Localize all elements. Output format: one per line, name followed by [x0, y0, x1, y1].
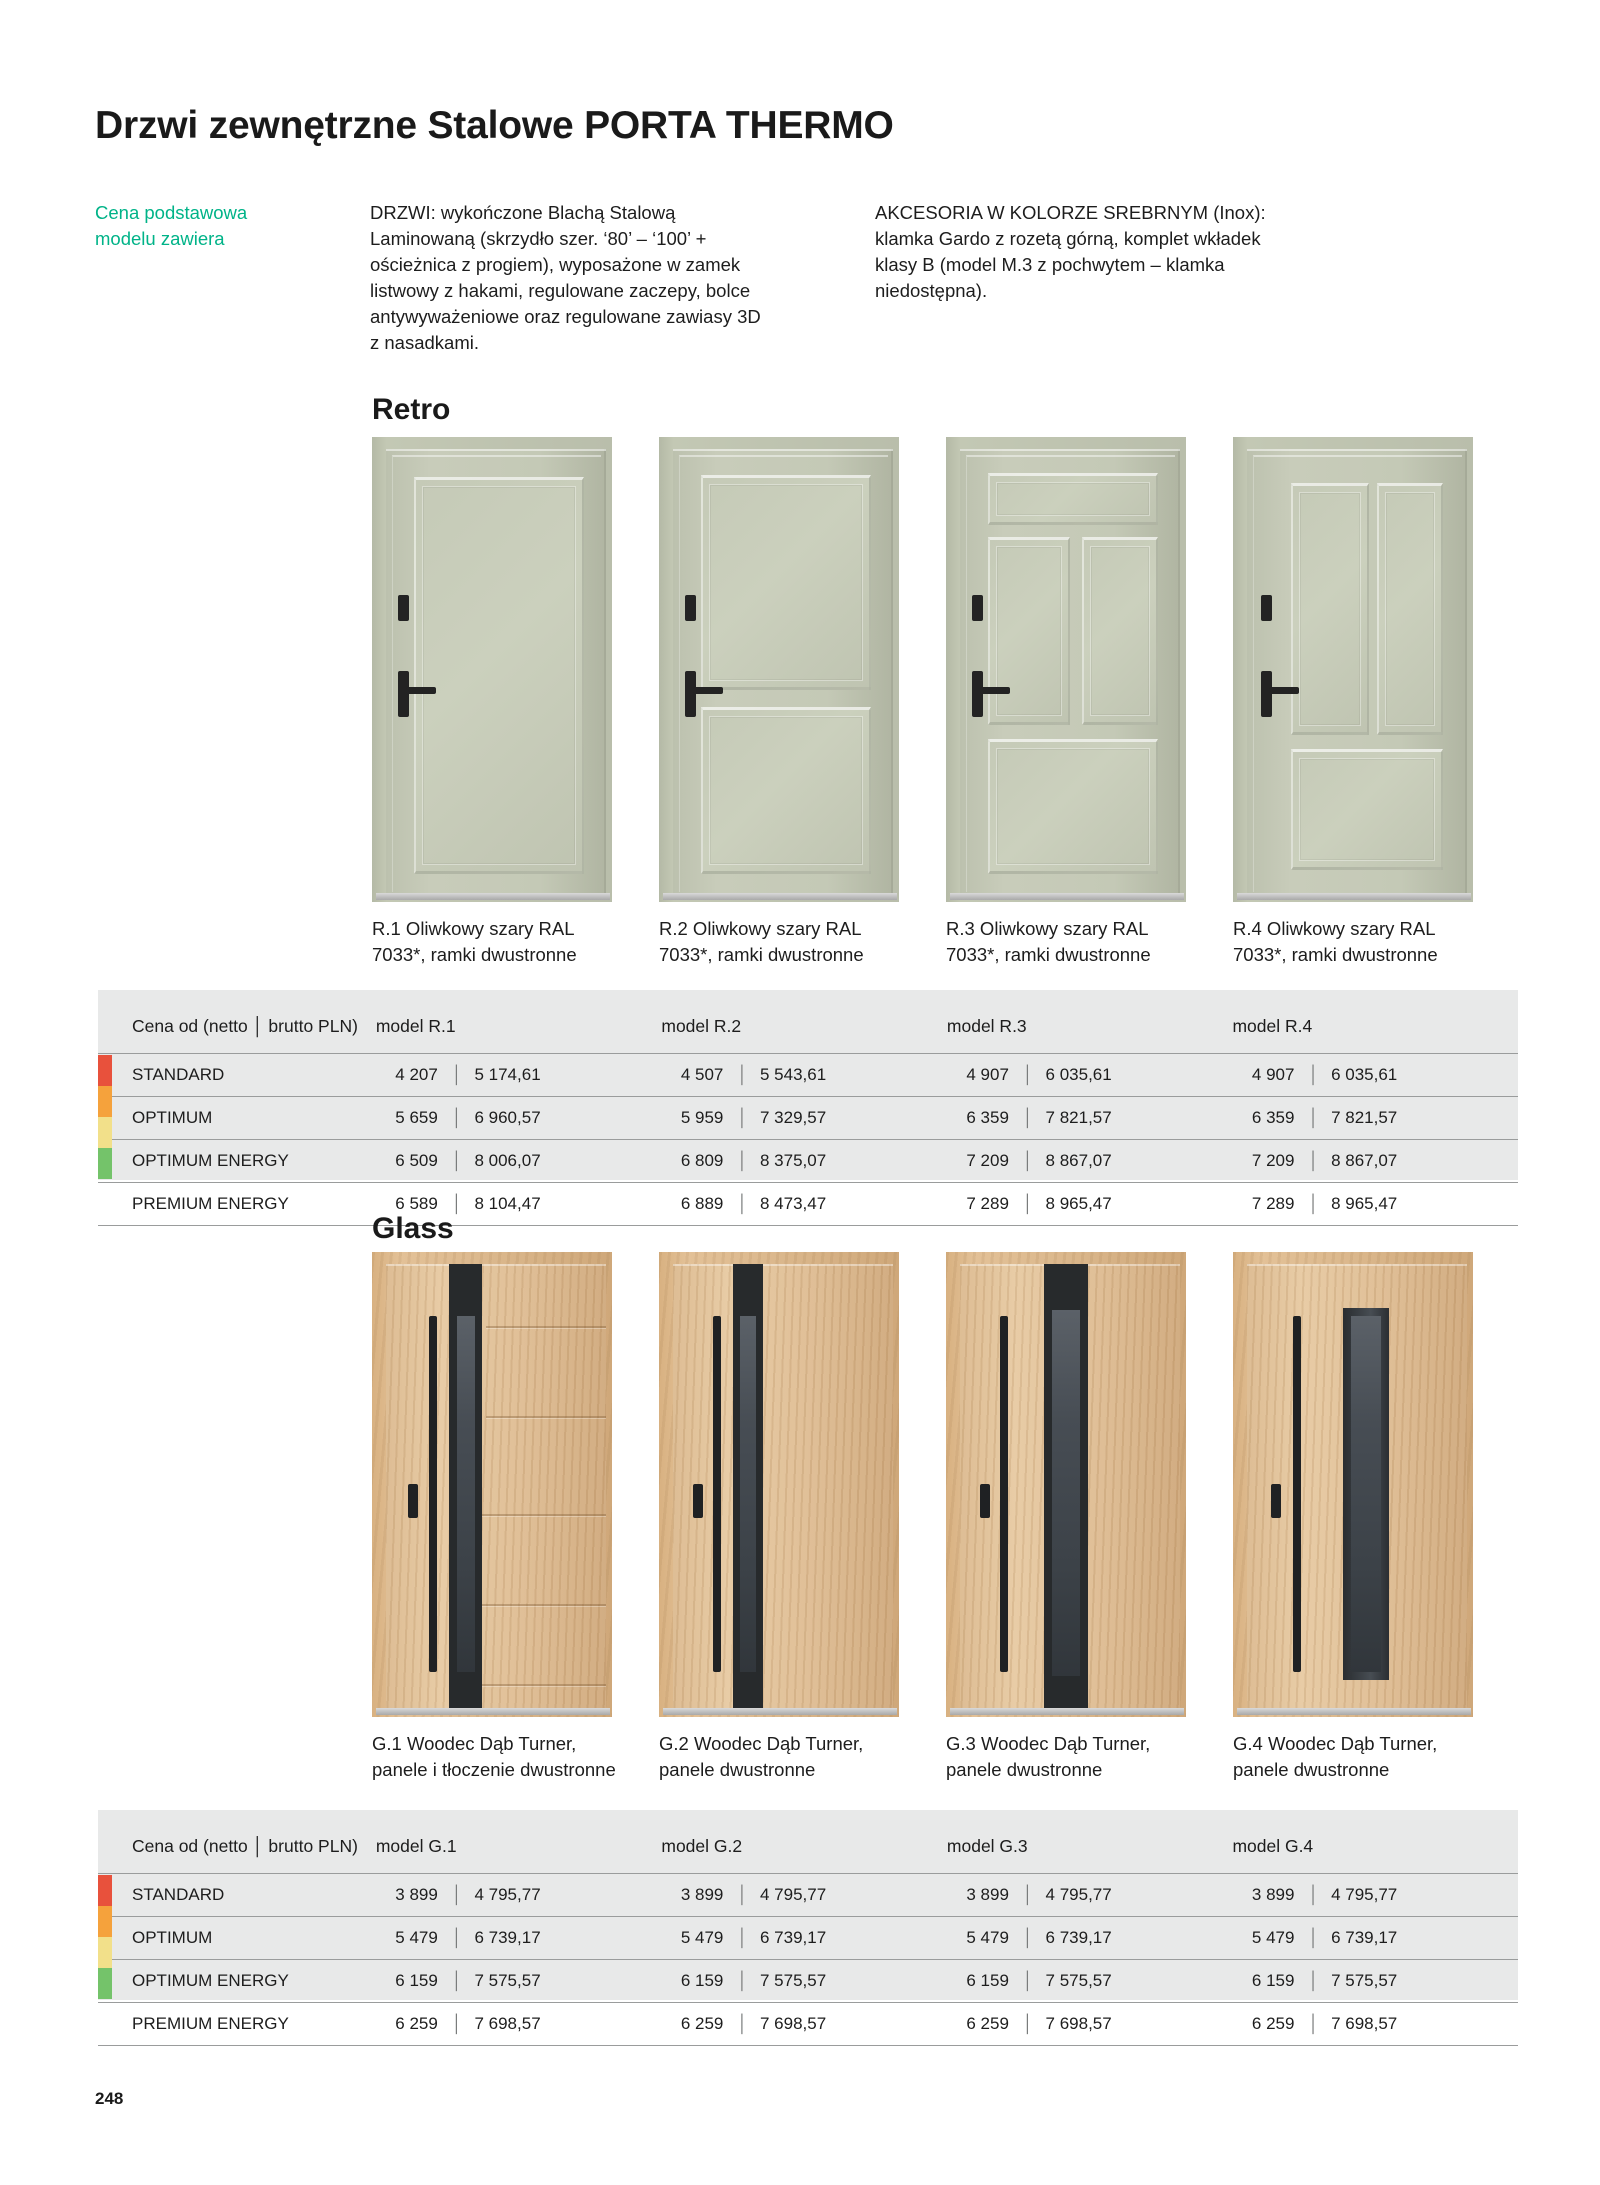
price-netto: 5 479: [966, 1928, 1009, 1947]
price-cell: [947, 1183, 1233, 1226]
price-brutto: 7 698,57: [474, 2014, 541, 2033]
price-brutto: 8 965,47: [1331, 1194, 1398, 1213]
price-netto: 5 959: [680, 1108, 724, 1127]
price-netto: 6 259: [680, 2014, 724, 2033]
price-brutto: 6 739,17: [474, 1928, 541, 1947]
price-netto: 7 209: [966, 1151, 1009, 1170]
price-brutto: 6 960,57: [474, 1108, 541, 1127]
header-model-g3: model G.3: [946, 1836, 1028, 1856]
price-brutto: 6 035,61: [1331, 1065, 1398, 1084]
tier-color-standard: [98, 1875, 112, 1906]
price-separator: │: [737, 1194, 748, 1213]
price-brutto: 6 739,17: [1045, 1928, 1112, 1947]
price-separator: │: [1022, 1194, 1034, 1213]
intro-label-line-2: modelu zawiera: [95, 228, 225, 249]
header-model-r4: model R.4: [1232, 1016, 1313, 1036]
price-brutto: 7 575,57: [1331, 1971, 1398, 1990]
door-caption-g2: G.2 Woodec Dąb Turner, panele dwustronne: [659, 1733, 864, 1780]
table-row: [98, 1960, 1518, 2003]
price-brutto: 8 867,07: [1331, 1151, 1398, 1170]
door-cell-g1: [372, 1252, 659, 1783]
price-cell: [376, 1140, 662, 1183]
price-brutto: 4 795,77: [1045, 1885, 1112, 1904]
price-separator: │: [451, 1885, 463, 1904]
door-cell-g2: [659, 1252, 946, 1783]
price-separator: │: [1308, 1971, 1320, 1990]
door-image-g3: [946, 1252, 1186, 1717]
header-model-g2: model G.2: [661, 1836, 743, 1856]
table-header-row: [98, 1016, 1518, 1054]
price-table-glass: [98, 1810, 1518, 2033]
price-brutto: 7 575,57: [474, 1971, 541, 1990]
tier-label-standard: STANDARD: [98, 1054, 376, 1097]
price-brutto: 4 795,77: [474, 1885, 541, 1904]
header-model-g4: model G.4: [1232, 1836, 1314, 1856]
price-netto: 6 889: [680, 1194, 724, 1213]
price-netto: 5 479: [1251, 1928, 1295, 1947]
door-caption-r4: R.4 Oliwkowy szary RAL 7033*, ramki dwustronne: [1233, 918, 1438, 965]
price-cell: [1232, 1960, 1518, 2003]
price-netto: 6 589: [395, 1194, 438, 1213]
door-cell-r1: [372, 437, 659, 968]
glass-prices-table: [98, 1836, 1518, 2046]
price-cell: [947, 1140, 1233, 1183]
price-cell: [661, 2003, 947, 2046]
price-brutto: 7 821,57: [1045, 1108, 1112, 1127]
price-cell: [376, 1917, 662, 1960]
tier-label-standard: STANDARD: [98, 1874, 376, 1917]
header-model-r3: model R.3: [946, 1016, 1027, 1036]
table-row: [98, 1140, 1518, 1183]
table-row: [98, 1097, 1518, 1140]
price-cell: [661, 1917, 947, 1960]
price-netto: 5 479: [395, 1928, 438, 1947]
price-brutto: 8 473,47: [760, 1194, 827, 1213]
price-cell: [376, 1054, 662, 1097]
door-caption-g4: G.4 Woodec Dąb Turner, panele dwustronne: [1233, 1733, 1438, 1780]
price-cell: [661, 1183, 947, 1226]
intro-description-doors: DRZWI: wykończone Blachą Stalową Laminowaną (skrzydło szer. ‘80’ – ‘100’ + ościeżnica z progiem), wyposażone w zamek listwowy z hakami, regulowane zaczepy, bolce antywyważeniowe oraz regulowane zawiasy 3D z nasadkami.: [370, 202, 761, 353]
price-netto: 6 159: [395, 1971, 438, 1990]
price-cell: [1232, 1097, 1518, 1140]
price-cell: [1232, 1917, 1518, 1960]
price-netto: 6 809: [680, 1151, 724, 1170]
price-separator: │: [451, 2014, 463, 2033]
door-image-r3: [946, 437, 1186, 902]
price-brutto: 7 575,57: [1045, 1971, 1112, 1990]
section-heading-retro: Retro: [372, 393, 451, 426]
price-cell: [661, 1960, 947, 2003]
price-cell: [1232, 1183, 1518, 1226]
door-image-r2: [659, 437, 899, 902]
table-header-row: [98, 1836, 1518, 1874]
price-separator: │: [1022, 2014, 1034, 2033]
intro-label-line-1: Cena podstawowa: [95, 202, 248, 223]
price-cell: [376, 1960, 662, 2003]
price-cell: [1232, 1140, 1518, 1183]
price-separator: │: [1308, 1194, 1320, 1213]
tier-label-optimum-energy: OPTIMUM ENERGY: [98, 1140, 376, 1183]
tier-color-optimum: [98, 1906, 112, 1937]
price-separator: │: [451, 1194, 463, 1213]
door-image-g2: [659, 1252, 899, 1717]
door-caption-g1: G.1 Woodec Dąb Turner, panele i tłoczenie dwustronne: [372, 1733, 616, 1780]
price-netto: 5 479: [680, 1928, 724, 1947]
price-netto: 7 289: [1251, 1194, 1295, 1213]
tier-label-optimum-energy: OPTIMUM ENERGY: [98, 1960, 376, 2003]
price-separator: │: [1308, 1065, 1320, 1084]
price-netto: 3 899: [966, 1885, 1009, 1904]
price-brutto: 8 375,07: [760, 1151, 827, 1170]
price-brutto: 7 698,57: [760, 2014, 827, 2033]
table-row: [98, 1183, 1518, 1226]
price-brutto: 5 543,61: [760, 1065, 827, 1084]
price-cell: [661, 1874, 947, 1917]
price-brutto: 7 329,57: [760, 1108, 827, 1127]
price-brutto: 8 006,07: [474, 1151, 541, 1170]
tier-color-standard: [98, 1055, 112, 1086]
price-netto: 6 159: [680, 1971, 724, 1990]
price-brutto: 7 821,57: [1331, 1108, 1398, 1127]
price-separator: │: [451, 1151, 463, 1170]
door-caption-r3: R.3 Oliwkowy szary RAL 7033*, ramki dwustronne: [946, 918, 1151, 965]
price-separator: │: [451, 1928, 463, 1947]
price-cell: [661, 1054, 947, 1097]
price-cell: [1232, 1054, 1518, 1097]
door-image-g1: [372, 1252, 612, 1717]
price-brutto: 4 795,77: [1331, 1885, 1398, 1904]
price-brutto: 8 867,07: [1045, 1151, 1112, 1170]
price-netto: 5 659: [395, 1108, 438, 1127]
price-separator: │: [737, 1108, 748, 1127]
price-cell: [376, 2003, 662, 2046]
price-netto: 6 359: [966, 1108, 1009, 1127]
price-brutto: 7 575,57: [760, 1971, 827, 1990]
price-netto: 3 899: [1251, 1885, 1295, 1904]
page-title: Drzwi zewnętrzne Stalowe PORTA THERMO: [95, 104, 894, 148]
tier-label-optimum: OPTIMUM: [98, 1917, 376, 1960]
tier-label-premium-energy: PREMIUM ENERGY: [98, 1183, 376, 1226]
page-number: 248: [95, 2089, 124, 2108]
price-netto: 6 259: [966, 2014, 1009, 2033]
tier-color-optimum-energy: [98, 1117, 112, 1148]
retro-prices-table: [98, 1016, 1518, 1226]
price-separator: │: [1308, 2014, 1320, 2033]
price-separator: │: [737, 1928, 748, 1947]
door-image-r4: [1233, 437, 1473, 902]
tier-color-optimum-energy: [98, 1937, 112, 1968]
price-cell: [1232, 1874, 1518, 1917]
intro-label: [95, 200, 365, 252]
price-separator: │: [737, 1885, 748, 1904]
price-netto: 3 899: [395, 1885, 438, 1904]
door-gallery-retro: [372, 437, 1520, 968]
door-cell-r2: [659, 437, 946, 968]
table-row: [98, 1874, 1518, 1917]
price-cell: [947, 1054, 1233, 1097]
intro-description-accessories: AKCESORIA W KOLORZE SREBRNYM (Inox): klamka Gardo z rozetą górną, komplet wkładek klasy B (model M.3 z pochwytem – klamka niedostępna).: [875, 202, 1266, 301]
price-brutto: 7 698,57: [1045, 2014, 1112, 2033]
price-brutto: 8 965,47: [1045, 1194, 1112, 1213]
door-caption-g3: G.3 Woodec Dąb Turner, panele dwustronne: [946, 1733, 1151, 1780]
price-separator: │: [1022, 1971, 1034, 1990]
header-price-label: Cena od (netto │ brutto PLN): [132, 1016, 358, 1036]
price-netto: 7 209: [1251, 1151, 1295, 1170]
price-netto: 6 509: [395, 1151, 438, 1170]
price-brutto: 5 174,61: [474, 1065, 541, 1084]
tier-color-optimum: [98, 1086, 112, 1117]
price-netto: 6 359: [1251, 1108, 1295, 1127]
price-separator: │: [451, 1108, 463, 1127]
price-netto: 7 289: [966, 1194, 1009, 1213]
price-cell: [947, 1960, 1233, 2003]
price-separator: │: [1308, 1108, 1320, 1127]
price-cell: [376, 1874, 662, 1917]
price-netto: 6 259: [1251, 2014, 1295, 2033]
tier-color-premium-energy: [98, 1968, 112, 1999]
header-model-r2: model R.2: [661, 1016, 742, 1036]
price-cell: [947, 1874, 1233, 1917]
door-cell-r4: [1233, 437, 1520, 968]
price-netto: 6 259: [395, 2014, 438, 2033]
table-row: [98, 1917, 1518, 1960]
door-caption-r2: R.2 Oliwkowy szary RAL 7033*, ramki dwustronne: [659, 918, 864, 965]
price-separator: │: [1308, 1885, 1320, 1904]
price-brutto: 6 035,61: [1045, 1065, 1112, 1084]
price-separator: │: [1022, 1151, 1034, 1170]
door-cell-g3: [946, 1252, 1233, 1783]
header-model-r1: model R.1: [375, 1016, 456, 1036]
tier-color-premium-energy: [98, 1148, 112, 1179]
price-separator: │: [1308, 1928, 1320, 1947]
price-cell: [947, 1917, 1233, 1960]
table-row: [98, 1054, 1518, 1097]
price-netto: 4 907: [1251, 1065, 1295, 1084]
price-separator: │: [1022, 1065, 1034, 1084]
price-separator: │: [737, 1971, 748, 1990]
price-separator: │: [1022, 1108, 1034, 1127]
section-heading-glass: Glass: [372, 1212, 454, 1245]
header-price-label: Cena od (netto │ brutto PLN): [132, 1836, 358, 1856]
price-cell: [661, 1097, 947, 1140]
price-brutto: 7 698,57: [1331, 2014, 1398, 2033]
tier-label-optimum: OPTIMUM: [98, 1097, 376, 1140]
door-cell-r3: [946, 437, 1233, 968]
door-image-r1: [372, 437, 612, 902]
price-cell: [947, 2003, 1233, 2046]
price-separator: │: [451, 1971, 463, 1990]
price-separator: │: [1308, 1151, 1320, 1170]
price-brutto: 4 795,77: [760, 1885, 827, 1904]
price-netto: 6 159: [966, 1971, 1009, 1990]
price-table-retro: [98, 990, 1518, 1213]
price-netto: 4 907: [966, 1065, 1009, 1084]
price-netto: 4 507: [680, 1065, 724, 1084]
price-separator: │: [737, 1065, 748, 1084]
price-separator: │: [1022, 1885, 1034, 1904]
tier-label-premium-energy: PREMIUM ENERGY: [98, 2003, 376, 2046]
price-cell: [661, 1140, 947, 1183]
price-cell: [947, 1097, 1233, 1140]
price-netto: 4 207: [395, 1065, 438, 1084]
price-cell: [1232, 2003, 1518, 2046]
price-separator: │: [1022, 1928, 1034, 1947]
price-cell: [376, 1097, 662, 1140]
price-brutto: 8 104,47: [474, 1194, 541, 1213]
price-separator: │: [451, 1065, 463, 1084]
price-separator: │: [737, 2014, 748, 2033]
door-cell-g4: [1233, 1252, 1520, 1783]
table-row: [98, 2003, 1518, 2046]
price-separator: │: [737, 1151, 748, 1170]
price-netto: 3 899: [680, 1885, 724, 1904]
door-image-g4: [1233, 1252, 1473, 1717]
door-caption-r1: R.1 Oliwkowy szary RAL 7033*, ramki dwustronne: [372, 918, 577, 965]
price-brutto: 6 739,17: [760, 1928, 827, 1947]
header-model-g1: model G.1: [375, 1836, 457, 1856]
price-brutto: 6 739,17: [1331, 1928, 1398, 1947]
door-gallery-glass: [372, 1252, 1520, 1783]
price-netto: 6 159: [1251, 1971, 1295, 1990]
